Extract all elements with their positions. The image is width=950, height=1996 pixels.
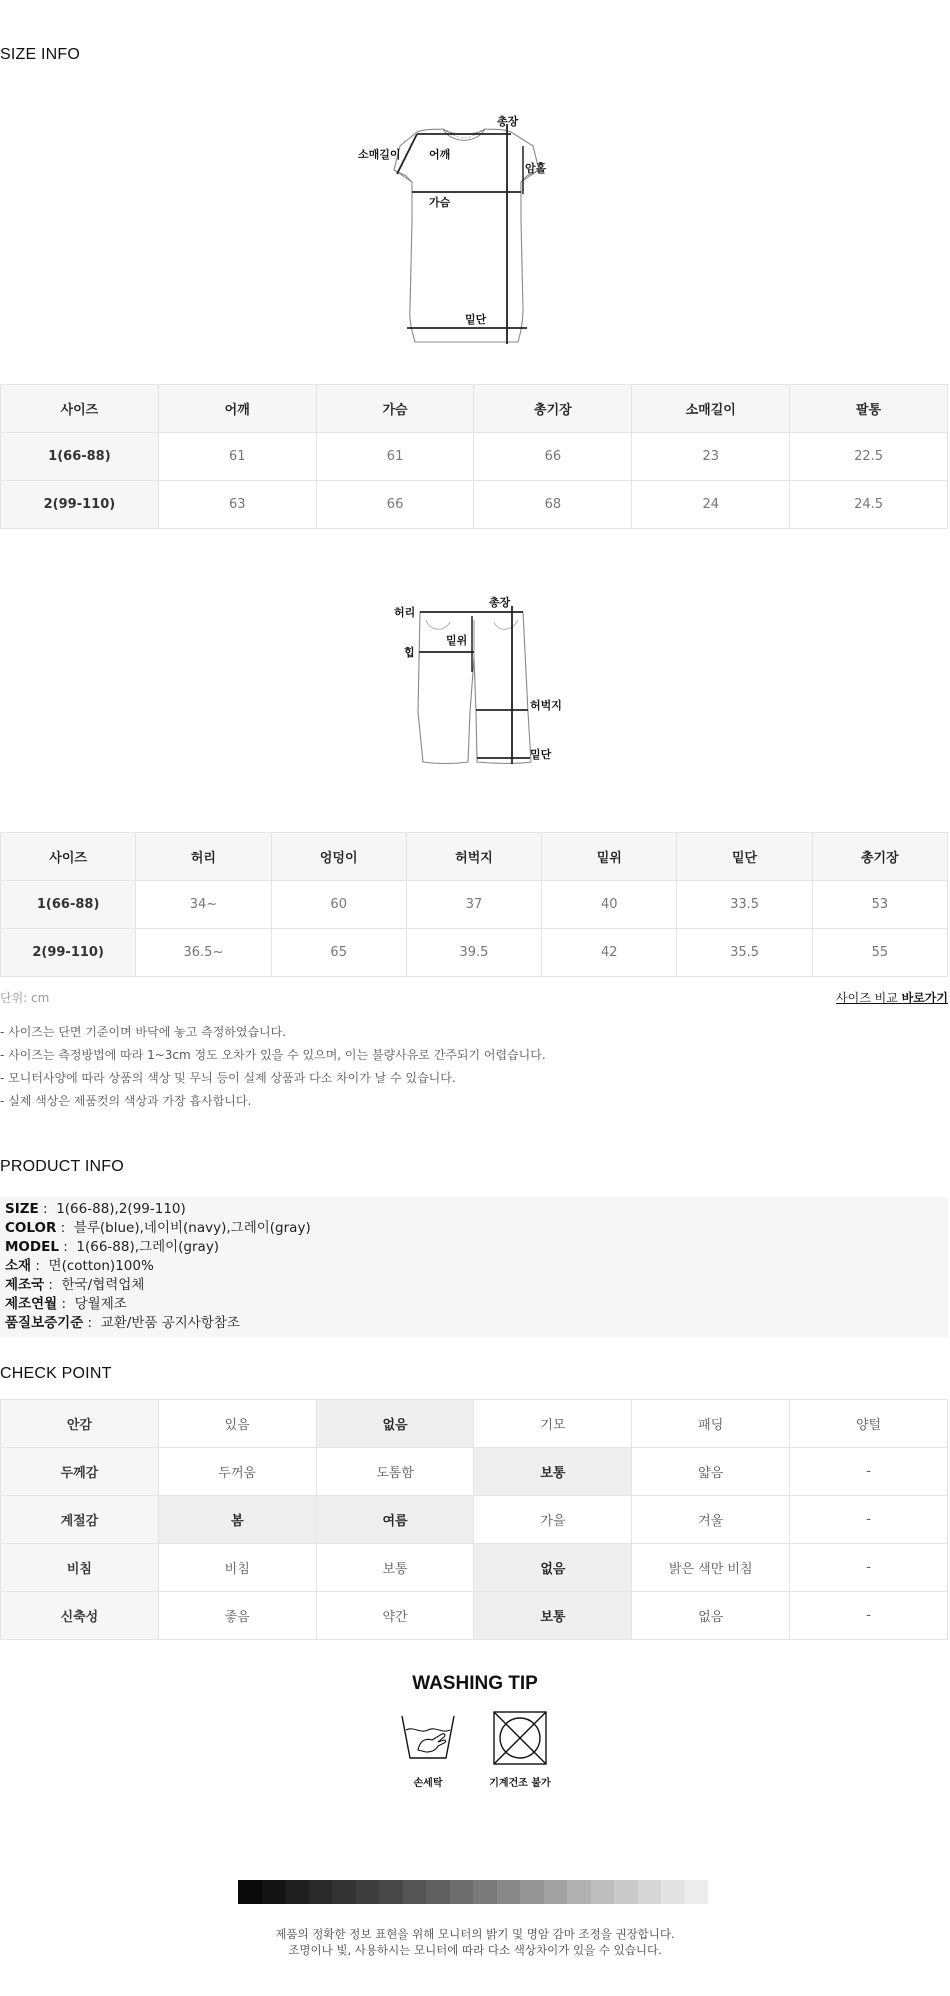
check-point-option: 보통 xyxy=(474,1592,632,1640)
check-point-option: 봄 xyxy=(158,1496,316,1544)
size-info-title: SIZE INFO xyxy=(0,46,81,63)
check-point-option: 보통 xyxy=(474,1448,632,1496)
table-cell: 23 xyxy=(632,433,790,481)
table-cell: 34~ xyxy=(136,881,271,929)
product-info-key: MODEL xyxy=(5,1239,59,1255)
size-notes xyxy=(0,1021,546,1113)
grayscale-swatch xyxy=(356,1880,380,1904)
bottom-hem-label: 밑단 xyxy=(530,748,552,761)
table-header: 허리 xyxy=(136,833,271,881)
check-point-option: 양털 xyxy=(790,1400,948,1448)
check-point-option: 약간 xyxy=(316,1592,474,1640)
table-row xyxy=(1,1544,948,1592)
table-header: 소매길이 xyxy=(632,385,790,433)
grayscale-swatch xyxy=(638,1880,662,1904)
top-shoulder-label: 어깨 xyxy=(429,148,451,161)
check-point-option: 기모 xyxy=(474,1400,632,1448)
check-point-option: - xyxy=(790,1592,948,1640)
size-compare-go: 바로가기 xyxy=(901,991,948,1005)
table-cell: 40 xyxy=(542,881,677,929)
table-row xyxy=(1,1592,948,1640)
product-info-key: SIZE xyxy=(5,1201,39,1217)
table-cell: 1(66-88) xyxy=(1,881,136,929)
bottom-total-label: 총장 xyxy=(489,596,511,609)
monitor-notice xyxy=(0,1926,950,1958)
grayscale-swatch xyxy=(262,1880,286,1904)
product-info-value: 한국/협력업체 xyxy=(61,1277,145,1293)
check-point-option: 얇음 xyxy=(632,1448,790,1496)
table-cell: 39.5 xyxy=(406,929,541,977)
washing-tip-title: WASHING TIP xyxy=(412,1673,538,1694)
table-row xyxy=(1,1496,948,1544)
table-cell: 36.5~ xyxy=(136,929,271,977)
product-info-value: 블루(blue),네이비(navy),그레이(gray) xyxy=(73,1220,311,1236)
table-header: 사이즈 xyxy=(1,385,159,433)
top-hem-label: 밑단 xyxy=(465,313,487,326)
table-cell: 60 xyxy=(271,881,406,929)
check-point-option: 가을 xyxy=(474,1496,632,1544)
table-header: 총기장 xyxy=(474,385,632,433)
check-point-label: 비침 xyxy=(1,1544,159,1592)
check-point-option: 두꺼움 xyxy=(158,1448,316,1496)
product-info-value: 당월제조 xyxy=(74,1296,127,1312)
grayscale-swatch xyxy=(238,1880,262,1904)
check-point-option: 비침 xyxy=(158,1544,316,1592)
product-info-row: 제조연월 : 당월제조 xyxy=(5,1296,127,1312)
note-item: - 모니터사양에 따라 상품의 색상 및 무늬 등이 실제 상품과 다소 차이가 날 수 있습니다. xyxy=(0,1071,456,1085)
product-info-value: 면(cotton)100% xyxy=(48,1258,154,1274)
bottom-waist-label: 허리 xyxy=(394,606,416,619)
size-compare-prefix: 사이즈 비교 xyxy=(836,991,902,1005)
bottom-hip-label: 힙 xyxy=(404,646,415,659)
table-row xyxy=(1,881,948,929)
product-info-row: MODEL : 1(66-88),그레이(gray) xyxy=(5,1239,220,1255)
check-point-option: 없음 xyxy=(474,1544,632,1592)
grayscale-swatch xyxy=(591,1880,615,1904)
product-info-row: SIZE : 1(66-88),2(99-110) xyxy=(5,1201,186,1217)
top-garment-diagram xyxy=(355,110,575,350)
bottom-garment-diagram xyxy=(390,592,570,772)
table-cell: 35.5 xyxy=(677,929,812,977)
check-point-option: - xyxy=(790,1544,948,1592)
check-point-option: 좋음 xyxy=(158,1592,316,1640)
table-cell: 22.5 xyxy=(790,433,948,481)
check-point-option: 없음 xyxy=(316,1400,474,1448)
check-point-option: 보통 xyxy=(316,1544,474,1592)
product-info-value: 교환/반품 공지사항참조 xyxy=(100,1315,240,1331)
table-header: 가슴 xyxy=(316,385,474,433)
top-total-label: 총장 xyxy=(497,115,519,128)
product-info-key: COLOR xyxy=(5,1220,57,1236)
check-point-label: 신축성 xyxy=(1,1592,159,1640)
table-header-row xyxy=(1,833,948,881)
table-cell: 37 xyxy=(406,881,541,929)
monitor-notice-line: 제품의 정확한 정보 표현을 위해 모니터의 밝기 및 명암 감마 조정을 권장합니다. xyxy=(275,1927,675,1941)
unit-label: 단위: cm xyxy=(0,991,50,1005)
check-point-label: 안감 xyxy=(1,1400,159,1448)
table-header: 어깨 xyxy=(158,385,316,433)
table-cell: 53 xyxy=(812,881,947,929)
table-cell: 2(99-110) xyxy=(1,929,136,977)
table-cell: 61 xyxy=(316,433,474,481)
grayscale-calibration-bar xyxy=(238,1880,708,1904)
note-item: - 사이즈는 측정방법에 따라 1~3cm 정도 오차가 있을 수 있으며, 이는 불량사유로 간주되기 어렵습니다. xyxy=(0,1048,546,1062)
table-cell: 55 xyxy=(812,929,947,977)
table-cell: 61 xyxy=(158,433,316,481)
table-header: 밑위 xyxy=(542,833,677,881)
table-row xyxy=(1,929,948,977)
product-info-box xyxy=(0,1197,948,1337)
top-size-table xyxy=(0,384,948,529)
check-point-option: 여름 xyxy=(316,1496,474,1544)
bottom-size-table xyxy=(0,832,948,977)
no-tumble-dry-icon xyxy=(480,1710,560,1790)
table-header: 엉덩이 xyxy=(271,833,406,881)
product-info-row: 제조국 : 한국/협력업체 xyxy=(5,1277,145,1293)
check-point-option: - xyxy=(790,1496,948,1544)
product-info-title: PRODUCT INFO xyxy=(0,1158,124,1175)
grayscale-swatch xyxy=(520,1880,544,1904)
grayscale-swatch xyxy=(450,1880,474,1904)
top-chest-label: 가슴 xyxy=(429,196,451,209)
table-cell: 42 xyxy=(542,929,677,977)
table-header: 허벅지 xyxy=(406,833,541,881)
table-cell: 66 xyxy=(316,481,474,529)
check-point-option: 겨울 xyxy=(632,1496,790,1544)
top-armhole-label: 암홀 xyxy=(525,162,547,175)
table-header: 팔통 xyxy=(790,385,948,433)
table-cell: 33.5 xyxy=(677,881,812,929)
grayscale-swatch xyxy=(403,1880,427,1904)
table-cell: 24 xyxy=(632,481,790,529)
monitor-notice-line: 조명이나 빛, 사용하시는 모니터에 따라 다소 색상차이가 있을 수 있습니다. xyxy=(288,1943,662,1957)
check-point-title: CHECK POINT xyxy=(0,1365,112,1382)
table-row xyxy=(1,433,948,481)
table-header-row xyxy=(1,385,948,433)
grayscale-swatch xyxy=(426,1880,450,1904)
check-point-label: 계절감 xyxy=(1,1496,159,1544)
bottom-thigh-label: 허벅지 xyxy=(530,699,562,712)
check-point-option: 패딩 xyxy=(632,1400,790,1448)
product-info-key: 품질보증기준 xyxy=(5,1315,84,1331)
check-point-option: 밝은 색만 비침 xyxy=(632,1544,790,1592)
grayscale-swatch xyxy=(379,1880,403,1904)
grayscale-swatch xyxy=(685,1880,709,1904)
product-info-key: 제조연월 xyxy=(5,1296,58,1312)
table-cell: 2(99-110) xyxy=(1,481,159,529)
size-compare-link[interactable] xyxy=(836,989,948,1006)
no-tumble-dry-label: 기계건조 불가 xyxy=(489,1778,551,1789)
table-cell: 63 xyxy=(158,481,316,529)
grayscale-swatch xyxy=(544,1880,568,1904)
grayscale-swatch xyxy=(473,1880,497,1904)
note-item: - 실제 색상은 제품컷의 색상과 가장 흡사합니다. xyxy=(0,1094,252,1108)
table-cell: 66 xyxy=(474,433,632,481)
check-point-option: 있음 xyxy=(158,1400,316,1448)
grayscale-swatch xyxy=(661,1880,685,1904)
grayscale-swatch xyxy=(497,1880,521,1904)
check-point-label: 두께감 xyxy=(1,1448,159,1496)
product-info-value: 1(66-88),2(99-110) xyxy=(56,1201,186,1217)
check-point-option: 도톰함 xyxy=(316,1448,474,1496)
table-cell: 68 xyxy=(474,481,632,529)
bottom-rise-label: 밑위 xyxy=(446,634,468,647)
top-sleeve-label: 소매길이 xyxy=(358,148,401,161)
check-point-table xyxy=(0,1399,948,1640)
note-item: - 사이즈는 단면 기준이며 바닥에 놓고 측정하였습니다. xyxy=(0,1025,287,1039)
table-header: 총기장 xyxy=(812,833,947,881)
check-point-option: - xyxy=(790,1448,948,1496)
table-cell: 24.5 xyxy=(790,481,948,529)
product-info-row: 품질보증기준 : 교환/반품 공지사항참조 xyxy=(5,1315,240,1331)
table-header: 사이즈 xyxy=(1,833,136,881)
check-point-option: 없음 xyxy=(632,1592,790,1640)
grayscale-swatch xyxy=(285,1880,309,1904)
product-info-row: COLOR : 블루(blue),네이비(navy),그레이(gray) xyxy=(5,1220,311,1236)
hand-wash-icon xyxy=(398,1710,458,1790)
product-info-key: 제조국 xyxy=(5,1277,45,1293)
table-row xyxy=(1,1448,948,1496)
table-cell: 1(66-88) xyxy=(1,433,159,481)
table-row xyxy=(1,481,948,529)
grayscale-swatch xyxy=(567,1880,591,1904)
product-info-value: 1(66-88),그레이(gray) xyxy=(76,1239,220,1255)
grayscale-swatch xyxy=(309,1880,333,1904)
table-row xyxy=(1,1400,948,1448)
hand-wash-label: 손세탁 xyxy=(413,1778,443,1789)
product-info-key: 소재 xyxy=(5,1258,32,1274)
table-cell: 65 xyxy=(271,929,406,977)
table-header: 밑단 xyxy=(677,833,812,881)
grayscale-swatch xyxy=(332,1880,356,1904)
grayscale-swatch xyxy=(614,1880,638,1904)
product-info-row: 소재 : 면(cotton)100% xyxy=(5,1258,154,1274)
